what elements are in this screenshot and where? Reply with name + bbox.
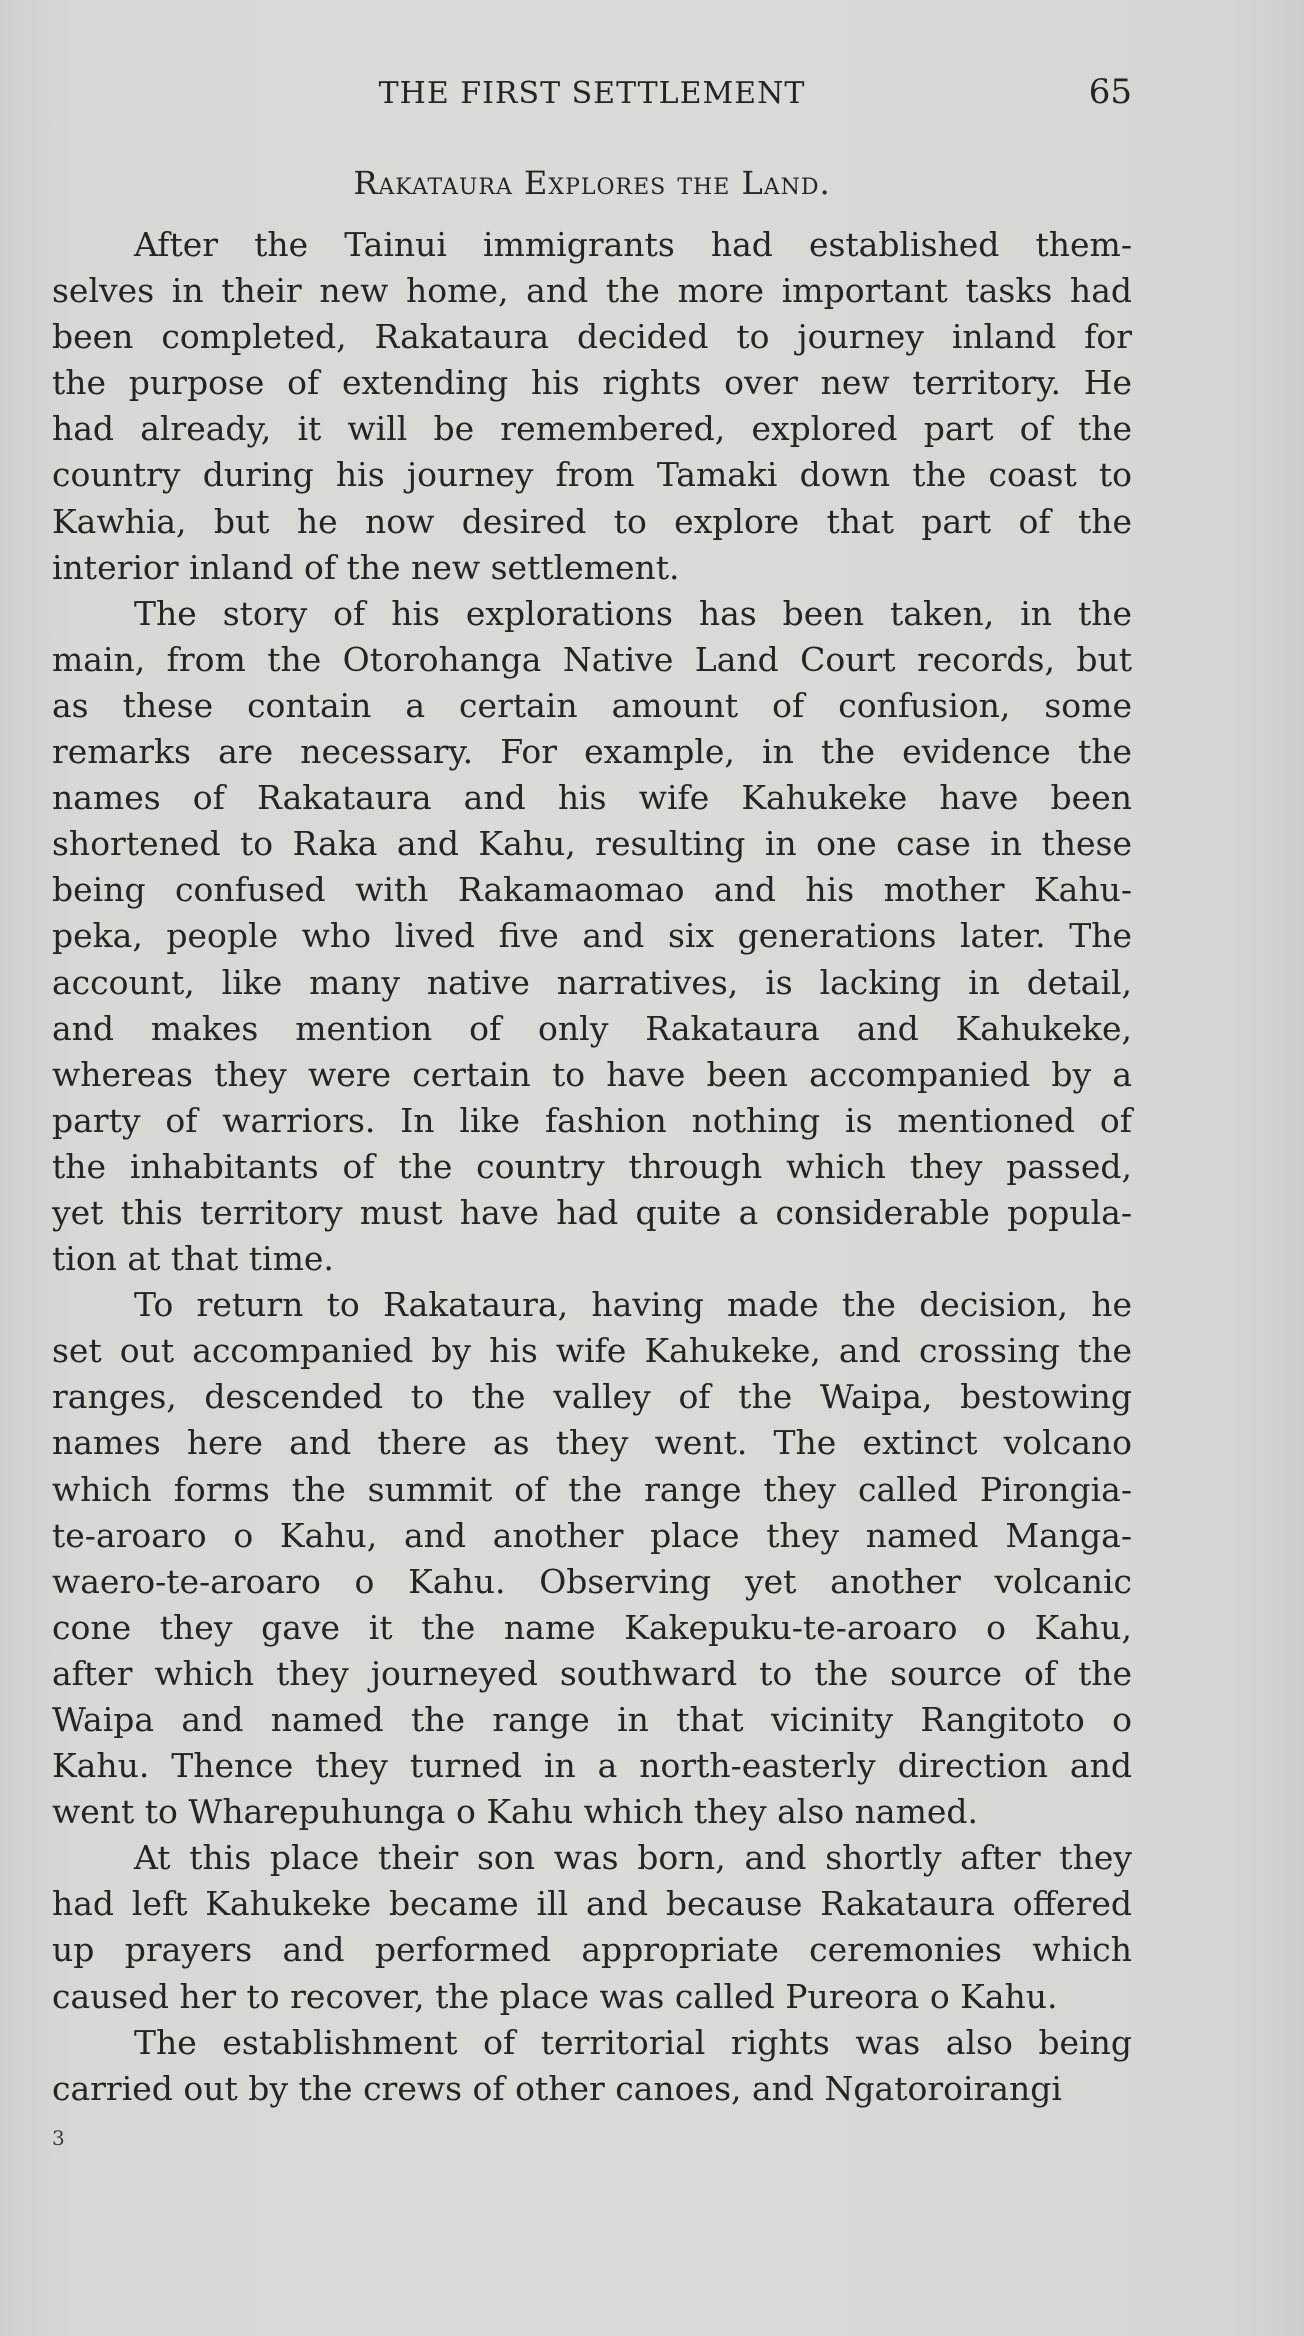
text-line: te-aroaro o Kahu, and another place they named Manga- bbox=[52, 1515, 1132, 1555]
text-line: yet this territory must have had quite a considerable popula- bbox=[52, 1192, 1132, 1232]
text-line: went to Wharepuhunga o Kahu which they also named. bbox=[52, 1792, 978, 1832]
page-number: 65 bbox=[1088, 72, 1132, 112]
text-line: Kawhia, but he now desired to explore that part of the bbox=[52, 501, 1132, 541]
text-line: as these contain a certain amount of confusion, some bbox=[52, 685, 1132, 725]
text-line: which forms the summit of the range they called Pirongia- bbox=[52, 1469, 1132, 1509]
text-line: set out accompanied by his wife Kahukeke, and crossing the bbox=[52, 1331, 1132, 1371]
text-line: The story of his explorations has been taken, in the bbox=[134, 593, 1132, 633]
text-line: being confused with Rakamaomao and his mother Kahu- bbox=[52, 870, 1132, 910]
text-line: after which they journeyed southward to the source of the bbox=[52, 1653, 1132, 1693]
text-line: been completed, Rakataura decided to journey inland for bbox=[52, 317, 1132, 357]
text-line: ranges, descended to the valley of the Waipa, bestowing bbox=[52, 1377, 1132, 1417]
text-line: main, from the Otorohanga Native Land Court records, but bbox=[52, 639, 1132, 679]
text-line: had already, it will be remembered, explored part of the bbox=[52, 409, 1132, 449]
text-line: tion at that time. bbox=[52, 1239, 334, 1279]
text-line: names here and there as they went. The extinct volcano bbox=[52, 1423, 1132, 1463]
text-line: account, like many native narratives, is lacking in detail, bbox=[52, 962, 1132, 1002]
text-line: After the Tainui immigrants had established them- bbox=[134, 225, 1132, 264]
text-line: whereas they were certain to have been accompanied by a bbox=[52, 1054, 1132, 1094]
text-line: Waipa and named the range in that vicinity Rangitoto o bbox=[52, 1700, 1132, 1739]
text-line: names of Rakataura and his wife Kahukeke have been bbox=[52, 778, 1132, 818]
text-line: caused her to recover, the place was called Pureora o Kahu. bbox=[52, 1976, 1058, 2016]
text-line: At this place their son was born, and shortly after they bbox=[134, 1838, 1132, 1878]
section-title-text: Rakataura Explores the Land. bbox=[353, 164, 831, 202]
text-line: up prayers and performed appropriate ceremonies which bbox=[52, 1930, 1132, 1970]
text-line: had left Kahukeke became ill and because Rakataura offered bbox=[52, 1884, 1132, 1924]
text-line: and makes mention of only Rakataura and Kahukeke, bbox=[52, 1008, 1132, 1048]
body-text bbox=[52, 160, 1132, 2112]
signature-mark: 3 bbox=[52, 2126, 65, 2150]
text-line: selves in their new home, and the more important tasks had bbox=[52, 271, 1132, 311]
text-line: The establishment of territorial rights was also being bbox=[134, 2022, 1132, 2062]
section-title bbox=[52, 160, 1132, 208]
text-line: peka, people who lived five and six generations later. The bbox=[52, 916, 1132, 956]
paragraph bbox=[52, 1835, 1132, 2019]
text-line: To return to Rakataura, having made the decision, he bbox=[134, 1285, 1132, 1325]
text-line: interior inland of the new settlement. bbox=[52, 547, 680, 587]
paragraphs bbox=[52, 222, 1132, 2112]
text-line: the purpose of extending his rights over new territory. He bbox=[52, 363, 1132, 403]
paragraph bbox=[52, 591, 1132, 1282]
text-line: Kahu. Thence they turned in a north-easterly direction and bbox=[52, 1746, 1132, 1786]
page-header bbox=[52, 72, 1132, 122]
text-line: shortened to Raka and Kahu, resulting in one case in these bbox=[52, 824, 1132, 864]
text-line: carried out by the crews of other canoes, and Ngatoroirangi bbox=[52, 2068, 1062, 2108]
running-title: THE FIRST SETTLEMENT bbox=[378, 76, 806, 111]
text-line: party of warriors. In like fashion nothing is mentioned of bbox=[52, 1100, 1132, 1140]
text-line: waero-te-aroaro o Kahu. Observing yet another volcanic bbox=[52, 1561, 1132, 1601]
paragraph bbox=[52, 1282, 1132, 1835]
paragraph bbox=[52, 222, 1132, 591]
text-line: the inhabitants of the country through which they passed, bbox=[52, 1146, 1132, 1186]
text-line: cone they gave it the name Kakepuku-te-aroaro o Kahu, bbox=[52, 1607, 1132, 1647]
paragraph bbox=[52, 2020, 1132, 2112]
text-line: country during his journey from Tamaki down the coast to bbox=[52, 455, 1132, 495]
text-line: remarks are necessary. For example, in the evidence the bbox=[52, 732, 1132, 772]
